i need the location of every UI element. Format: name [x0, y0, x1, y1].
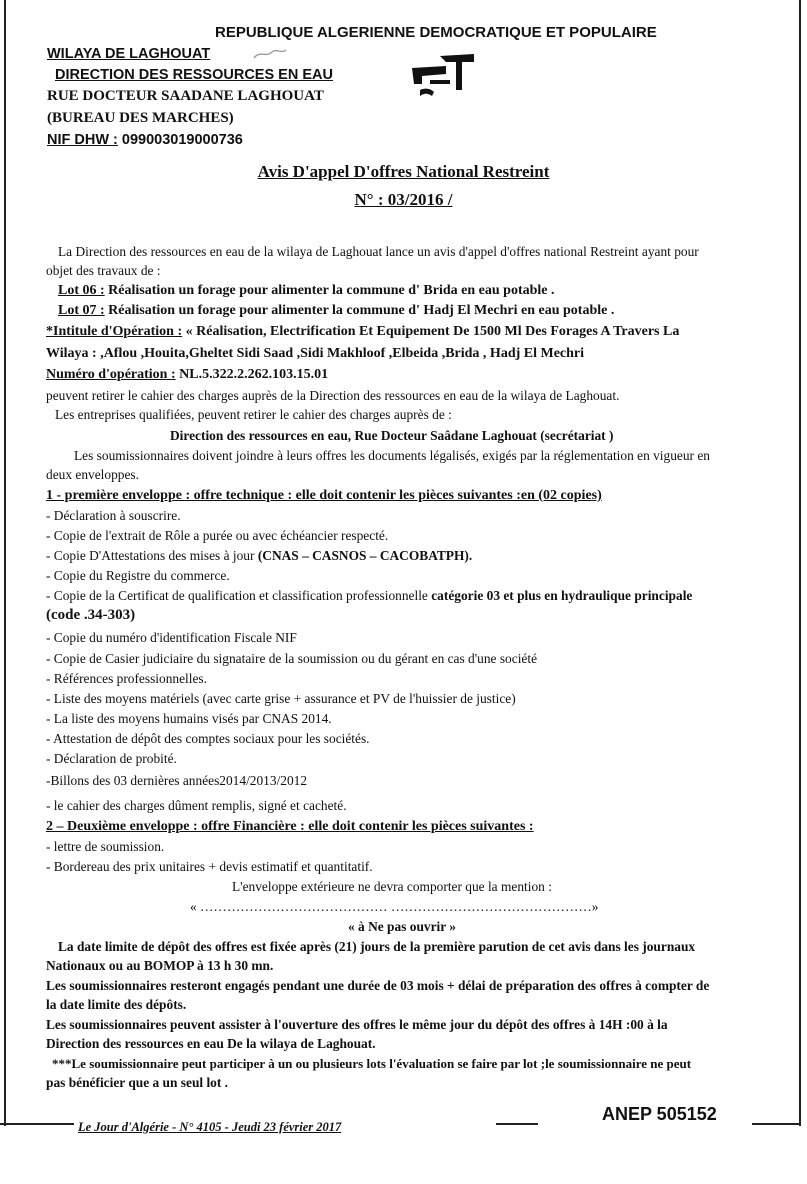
water-tap-logo-icon	[406, 50, 478, 102]
intitule-operation: *Intitule d'Opération : « Réalisation, Electrification Et Equipement De 1500 Ml Des Forages A Travers La	[46, 324, 680, 339]
env2-item-2: - Bordereau des prix unitaires + devis estimatif et quantitatif.	[46, 859, 373, 874]
intro-line-2: objet des travaux de :	[46, 263, 161, 278]
envelope-1-heading: 1 - première enveloppe : offre technique : elle doit contenir les pièces suivantes :en (02 copies)	[46, 488, 602, 503]
avis-number: N° : 03/2016 /	[354, 190, 453, 209]
direction-label: DIRECTION DES RESSOURCES EN EAU	[55, 67, 333, 83]
nif-label: NIF DHW :	[47, 132, 118, 148]
nif-value: 099003019000736	[121, 132, 243, 148]
scribble-mark-icon	[252, 46, 288, 62]
condition-3: Les soumissionnaires resteront engagés pendant une durée de 03 mois + délai de préparation des offres à compter de	[46, 978, 710, 993]
wilaya-label: WILAYA DE LAGHOUAT	[47, 46, 211, 62]
env1-item-12: - Déclaration de probité.	[46, 751, 177, 766]
env1-item-9: - Liste des moyens matériels (avec carte grise + assurance et PV de l'huissier de justice)	[46, 691, 516, 706]
republic-heading: REPUBLIQUE ALGERIENNE DEMOCRATIQUE ET POPULAIRE	[215, 24, 657, 41]
anep-reference: ANEP 505152	[602, 1104, 717, 1124]
footer-rule-left	[0, 1123, 74, 1125]
numero-operation: Numéro d'opération : NL.5.322.2.262.103.15.01	[46, 367, 329, 382]
ne-pas-ouvrir: « à Ne pas ouvrir »	[348, 919, 456, 934]
env1-item-11: - Attestation de dépôt des comptes sociaux pour les sociétés.	[46, 731, 370, 746]
retrait-line-2: Les entreprises qualifiées, peuvent retirer le cahier des charges auprès de :	[55, 407, 452, 422]
env1-item-2: - Copie de l'extrait de Rôle a purée ou avec échéancier respecté.	[46, 528, 389, 543]
intitule-line-2: Wilaya : ,Aflou ,Houita,Gheltet Sidi Saad ,Sidi Makhloof ,Elbeida ,Brida , Hadj El Mechri	[46, 346, 585, 361]
avis-title: Avis D'appel D'offres National Restreint	[257, 162, 550, 181]
env1-item-13: -Billons des 03 dernières années2014/2013/2012	[46, 773, 308, 788]
retrait-line-3: Les soumissionnaires doivent joindre à leurs offres les documents légalisés, exigés par la réglementation en vigueur en	[74, 448, 711, 463]
env2-item-1: - lettre de soumission.	[46, 839, 165, 854]
retrait-address: Direction des ressources en eau, Rue Docteur Saâdane Laghouat (secrétariat )	[170, 428, 614, 443]
publication-line: Le Jour d'Algérie - N° 4105 - Jeudi 23 février 2017	[78, 1120, 342, 1134]
mention-line: L'enveloppe extérieure ne devra comporter que la mention :	[232, 879, 552, 894]
env1-item-7: - Copie de Casier judiciaire du signataire de la soumission ou du gérant en cas d'une société	[46, 651, 538, 666]
intro-line-1: La Direction des ressources en eau de la wilaya de Laghouat lance un avis d'appel d'offres national Restreint ayant pour	[58, 244, 699, 259]
condition-5: Les soumissionnaires peuvent assister à l'ouverture des offres le même jour du dépôt des offres à 14H :00 à la	[46, 1017, 668, 1032]
condition-7: ***Le soumissionnaire peut participer à un ou plusieurs lots l'évaluation se faire par lot ;le soumissionnaire ne peut	[52, 1056, 692, 1071]
retrait-line-1: peuvent retirer le cahier des charges auprès de la Direction des ressources en eau de la wilaya de Laghouat.	[46, 388, 620, 403]
env1-item-3: - Copie D'Attestations des mises à jour (CNAS – CASNOS – CACOBATPH).	[46, 548, 473, 563]
env1-item-5: - Copie de la Certificat de qualification et classification professionnelle catégorie 03 et plus en hydraulique principale	[46, 588, 693, 603]
footer-rule-mid	[496, 1123, 538, 1125]
condition-1: La date limite de dépôt des offres est fixée après (21) jours de la première parution de cet avis dans les journaux	[58, 939, 696, 954]
bureau-label: (BUREAU DES MARCHES)	[47, 110, 234, 126]
env1-item-6: - Copie du numéro d'identification Fiscale NIF	[46, 630, 297, 645]
lot-07: Lot 07 : Réalisation un forage pour alimenter la commune d' Hadj El Mechri en eau potable .	[58, 303, 615, 318]
condition-6: Direction des ressources en eau De la wilaya de Laghouat.	[46, 1036, 376, 1051]
env1-code: (code .34-303)	[46, 607, 136, 623]
condition-8: pas bénéficier que a un seul lot .	[46, 1075, 229, 1090]
env1-item-14: - le cahier des charges dûment remplis, signé et cacheté.	[46, 798, 347, 813]
footer-rule-right	[752, 1123, 801, 1125]
mention-placeholder: « …………………………………… ………………………………………»	[190, 899, 599, 914]
condition-4: la date limite des dépôts.	[46, 997, 187, 1012]
env1-item-10: - La liste des moyens humains visés par CNAS 2014.	[46, 711, 332, 726]
retrait-line-4: deux enveloppes.	[46, 467, 139, 482]
envelope-2-heading: 2 – Deuxième enveloppe : offre Financière : elle doit contenir les pièces suivantes :	[46, 819, 534, 834]
nif-row	[47, 132, 243, 148]
env1-item-8: - Références professionnelles.	[46, 671, 207, 686]
condition-2: Nationaux ou au BOMOP à 13 h 30 mn.	[46, 958, 274, 973]
env1-item-4: - Copie du Registre du commerce.	[46, 568, 230, 583]
address-label: RUE DOCTEUR SAADANE LAGHOUAT	[47, 88, 324, 104]
lot-06: Lot 06 : Réalisation un forage pour alimenter la commune d' Brida en eau potable .	[58, 283, 555, 298]
env1-item-1: - Déclaration à souscrire.	[46, 508, 181, 523]
